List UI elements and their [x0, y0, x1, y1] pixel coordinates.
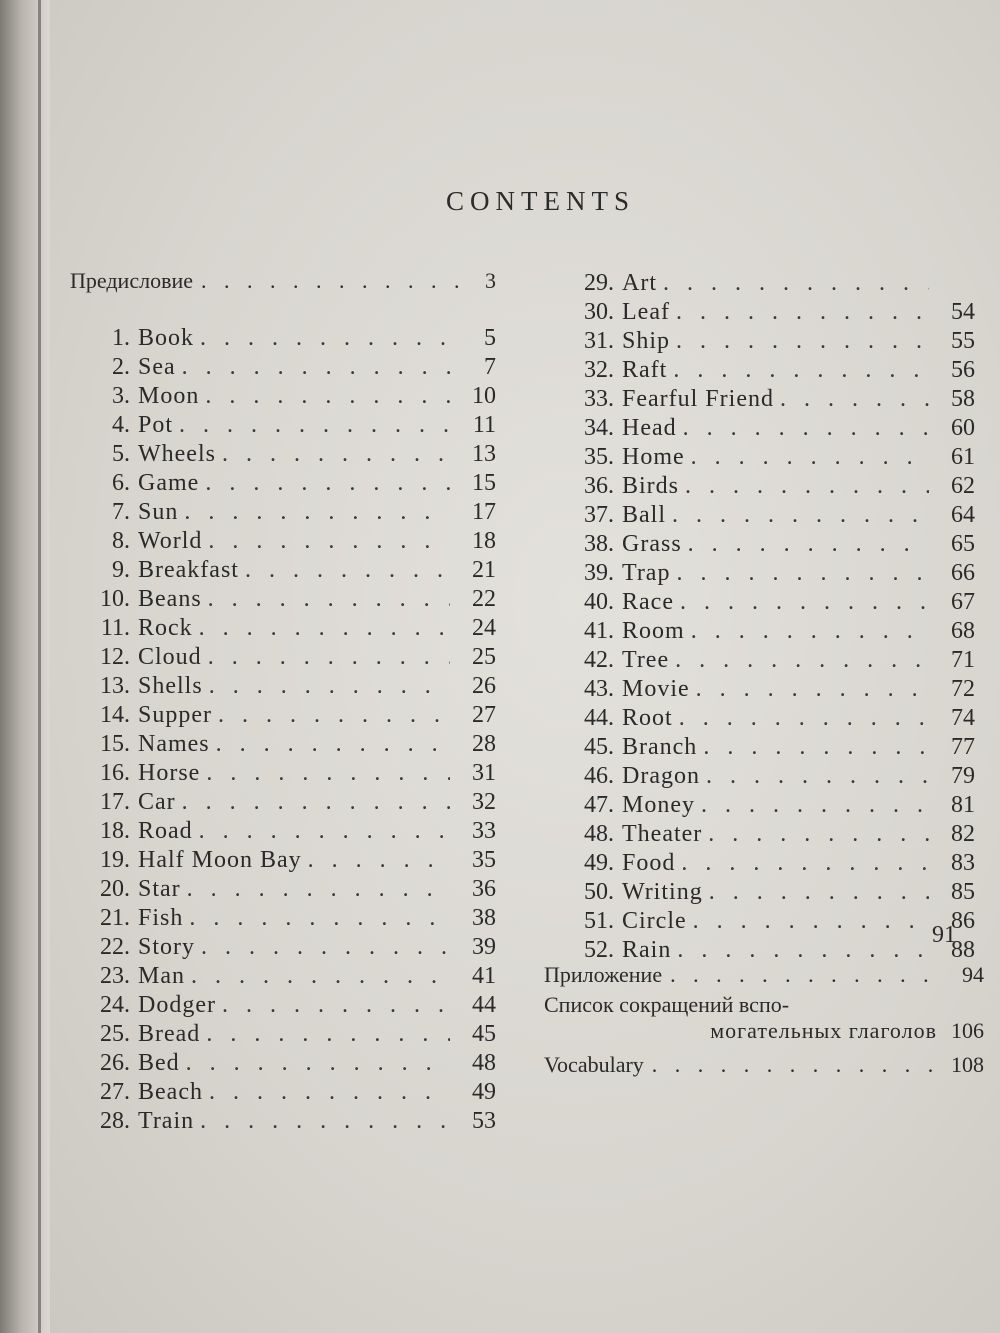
- entry-number: 1.: [112, 325, 130, 351]
- entry-page: 88: [951, 937, 975, 963]
- entry-title: Story: [138, 934, 196, 960]
- entry-number: 48.: [584, 821, 614, 847]
- entry-number: 29.: [584, 270, 614, 296]
- entry-title: Game: [138, 470, 200, 496]
- entry-title: Beach: [138, 1079, 203, 1105]
- contents-entry: [570, 270, 975, 299]
- entry-title: Fearful Friend: [622, 386, 774, 412]
- entry-page: 33: [472, 818, 496, 844]
- leader-dots: [308, 847, 450, 874]
- leader-dots: [676, 299, 929, 326]
- entry-page: 62: [951, 473, 975, 499]
- entry-title: Art: [622, 270, 657, 296]
- entry-page: 83: [951, 850, 975, 876]
- contents-entry: [570, 502, 975, 531]
- contents-entry: [570, 734, 975, 763]
- contents-page: [50, 0, 1000, 1333]
- entry-number: 43.: [584, 676, 614, 702]
- contents-entry: [86, 1108, 496, 1137]
- leader-dots: [206, 1021, 450, 1048]
- contents-entry: [570, 763, 975, 792]
- entry-page: 36: [472, 876, 496, 902]
- entry-title: Theater: [622, 821, 703, 847]
- leader-dots: [206, 760, 450, 787]
- entry-number: 36.: [584, 473, 614, 499]
- leader-dots: [696, 676, 929, 703]
- leader-dots: [676, 560, 929, 587]
- entry-page: 58: [951, 386, 975, 412]
- entry-page: 41: [472, 963, 496, 989]
- entry-page: 81: [951, 792, 975, 818]
- entry-number: 31.: [584, 328, 614, 354]
- entry-title: Head: [622, 415, 677, 441]
- entry-page: 77: [951, 734, 975, 760]
- contents-entry: [86, 644, 496, 673]
- entry-title: Sun: [138, 499, 179, 525]
- leader-dots: [672, 502, 929, 529]
- contents-entry: [86, 325, 496, 354]
- entry-page: 74: [951, 705, 975, 731]
- entry-number: 50.: [584, 879, 614, 905]
- leader-dots: [208, 586, 450, 613]
- leader-dots: [691, 618, 929, 645]
- leader-dots: [683, 415, 929, 442]
- front-matter-page: 3: [485, 268, 496, 293]
- leader-dots: [706, 763, 929, 790]
- leader-dots: [191, 963, 450, 990]
- leader-dots: [216, 731, 450, 758]
- contents-entry: [86, 528, 496, 557]
- leader-dots: [673, 357, 929, 384]
- entry-title: Rock: [138, 615, 193, 641]
- entry-title: Food: [622, 850, 676, 876]
- entry-number: 45.: [584, 734, 614, 760]
- leader-dots: [182, 354, 450, 381]
- leader-dots: [199, 615, 450, 642]
- entry-title: Beans: [138, 586, 202, 612]
- entry-title: Breakfast: [138, 557, 239, 583]
- entry-number: 52.: [584, 937, 614, 963]
- entry-number: 46.: [584, 763, 614, 789]
- entry-title: Supper: [138, 702, 212, 728]
- extra-page-number: 91: [932, 922, 956, 948]
- page-title: CONTENTS: [446, 186, 635, 216]
- entry-page: 28: [472, 731, 496, 757]
- back-matter-page: 108: [951, 1052, 984, 1077]
- entry-title: Ball: [622, 502, 666, 528]
- leader-dots: [205, 383, 450, 410]
- entry-number: 27.: [100, 1079, 130, 1105]
- leader-dots: [681, 850, 929, 877]
- leader-dots: [685, 473, 929, 500]
- entry-page: 18: [472, 528, 496, 554]
- entry-number: 51.: [584, 908, 614, 934]
- contents-entry: [86, 731, 496, 760]
- contents-entry: [570, 473, 975, 502]
- contents-entry: [86, 383, 496, 412]
- entry-title: Names: [138, 731, 210, 757]
- entry-number: 30.: [584, 299, 614, 325]
- entry-number: 26.: [100, 1050, 130, 1076]
- entry-page: 24: [472, 615, 496, 641]
- contents-entry: [86, 1079, 496, 1108]
- contents-entry: [86, 876, 496, 905]
- leader-dots: [676, 328, 929, 355]
- leader-dots: [677, 937, 929, 964]
- entry-number: 33.: [584, 386, 614, 412]
- front-matter-label: Предисловие: [70, 268, 193, 293]
- contents-entry: [570, 705, 975, 734]
- entry-number: 18.: [100, 818, 130, 844]
- entry-page: 60: [951, 415, 975, 441]
- back-matter-entry-abbreviations: [544, 992, 984, 1044]
- entry-number: 38.: [584, 531, 614, 557]
- contents-entry: [570, 560, 975, 589]
- entry-number: 20.: [100, 876, 130, 902]
- entry-number: 15.: [100, 731, 130, 757]
- entry-page: 55: [951, 328, 975, 354]
- leader-dots: [179, 412, 450, 439]
- leader-dots: [709, 879, 929, 906]
- leader-dots: [663, 270, 929, 297]
- contents-entry: [570, 850, 975, 879]
- entry-page: 11: [472, 412, 496, 438]
- entry-page: 65: [951, 531, 975, 557]
- entry-number: 19.: [100, 847, 130, 873]
- entry-page: 49: [472, 1079, 496, 1105]
- back-matter-entry-vocabulary: [544, 1052, 984, 1078]
- entry-page: 82: [951, 821, 975, 847]
- entry-title: Writing: [622, 879, 703, 905]
- entry-title: Road: [138, 818, 193, 844]
- entry-title: Raft: [622, 357, 668, 383]
- back-matter-label: Приложение: [544, 962, 663, 987]
- entry-title: Circle: [622, 908, 687, 934]
- entry-title: Birds: [622, 473, 680, 499]
- entry-page: 32: [472, 789, 496, 815]
- entry-page: 17: [472, 499, 496, 525]
- entry-title: Race: [622, 589, 674, 615]
- leader-dots: [201, 268, 477, 294]
- entry-number: 42.: [584, 647, 614, 673]
- back-matter-entry-appendix: [544, 962, 984, 988]
- entry-number: 32.: [584, 357, 614, 383]
- leader-dots: [208, 528, 450, 555]
- entry-number: 47.: [584, 792, 614, 818]
- entry-title: Bed: [138, 1050, 180, 1076]
- entry-title: Home: [622, 444, 685, 470]
- entry-title: Book: [138, 325, 195, 351]
- entry-page: 31: [472, 760, 496, 786]
- entry-page: 35: [472, 847, 496, 873]
- leader-dots: [187, 876, 450, 903]
- contents-entry: [86, 760, 496, 789]
- contents-entry: [86, 789, 496, 818]
- previous-page-edge: [38, 0, 41, 1333]
- entry-number: 17.: [100, 789, 130, 815]
- entry-title: Room: [622, 618, 685, 644]
- leader-dots: [209, 673, 450, 700]
- leader-dots: [708, 821, 929, 848]
- leader-dots: [679, 705, 929, 732]
- entry-page: 7: [484, 354, 496, 380]
- entry-page: 61: [951, 444, 975, 470]
- entry-number: 11.: [100, 615, 130, 641]
- entry-number: 25.: [100, 1021, 130, 1047]
- contents-entry: [570, 299, 975, 328]
- contents-entry: [86, 354, 496, 383]
- entry-number: 13.: [100, 673, 130, 699]
- entry-title: Tree: [622, 647, 670, 673]
- entry-number: 39.: [584, 560, 614, 586]
- leader-dots: [222, 992, 450, 1019]
- leader-dots: [691, 444, 929, 471]
- contents-entry: [86, 441, 496, 470]
- entry-number: 5.: [112, 441, 130, 467]
- entry-page: 10: [472, 383, 496, 409]
- entry-number: 8.: [112, 528, 130, 554]
- leader-dots: [245, 557, 450, 584]
- entry-title: Money: [622, 792, 695, 818]
- entry-title: Shells: [138, 673, 203, 699]
- contents-list-left: [86, 325, 496, 1137]
- leader-dots: [218, 702, 450, 729]
- contents-entry: [570, 821, 975, 850]
- entry-number: 35.: [584, 444, 614, 470]
- entry-page: 48: [472, 1050, 496, 1076]
- entry-title: Half Moon Bay: [138, 847, 302, 873]
- entry-page: 25: [472, 644, 496, 670]
- contents-entry: [570, 444, 975, 473]
- entry-number: 49.: [584, 850, 614, 876]
- leader-dots: [222, 441, 450, 468]
- contents-entry: [570, 531, 975, 560]
- entry-page: 79: [951, 763, 975, 789]
- entry-title: Pot: [138, 412, 174, 438]
- entry-title: Leaf: [622, 299, 670, 325]
- back-matter-label: Vocabulary: [544, 1052, 644, 1077]
- entry-title: Man: [138, 963, 185, 989]
- entry-number: 7.: [112, 499, 130, 525]
- entry-number: 10.: [100, 586, 130, 612]
- leader-dots: [209, 1079, 450, 1106]
- entry-page: 5: [484, 325, 496, 351]
- contents-entry: [86, 673, 496, 702]
- entry-number: 3.: [112, 383, 130, 409]
- entry-number: 41.: [584, 618, 614, 644]
- back-matter-page: 106: [951, 1018, 984, 1043]
- contents-entry: [86, 499, 496, 528]
- entry-page: 15: [472, 470, 496, 496]
- entry-title: Moon: [138, 383, 200, 409]
- entry-page: 66: [951, 560, 975, 586]
- back-matter-page: 94: [962, 962, 984, 987]
- leader-dots: [182, 789, 450, 816]
- leader-dots: [200, 1108, 450, 1135]
- leader-dots: [184, 499, 450, 526]
- entry-page: 68: [951, 618, 975, 644]
- entry-title: Dodger: [138, 992, 216, 1018]
- contents-entry: [570, 415, 975, 444]
- entry-title: Sea: [138, 354, 176, 380]
- entry-number: 4.: [112, 412, 130, 438]
- contents-entry: [86, 702, 496, 731]
- entry-title: Movie: [622, 676, 690, 702]
- entry-page: 64: [951, 502, 975, 528]
- entry-page: 26: [472, 673, 496, 699]
- entry-page: 44: [472, 992, 496, 1018]
- entry-title: Root: [622, 705, 673, 731]
- entry-page: 53: [472, 1108, 496, 1134]
- contents-entry: [86, 586, 496, 615]
- entry-title: Trap: [622, 560, 671, 586]
- entry-page: 56: [951, 357, 975, 383]
- contents-entry: [86, 557, 496, 586]
- contents-entry: [86, 934, 496, 963]
- entry-title: Ship: [622, 328, 671, 354]
- entry-number: 21.: [100, 905, 130, 931]
- back-matter-label-line2: могательных глаголов: [710, 1018, 937, 1043]
- entry-number: 24.: [100, 992, 130, 1018]
- entry-number: 9.: [112, 557, 130, 583]
- contents-entry: [86, 615, 496, 644]
- entry-number: 22.: [100, 934, 130, 960]
- entry-number: 16.: [100, 760, 130, 786]
- entry-title: Bread: [138, 1021, 201, 1047]
- contents-entry: [86, 963, 496, 992]
- leader-dots: [780, 386, 929, 413]
- leader-dots: [205, 470, 450, 497]
- leader-dots: [200, 325, 450, 352]
- entry-number: 44.: [584, 705, 614, 731]
- entry-number: 6.: [112, 470, 130, 496]
- entry-page: 38: [472, 905, 496, 931]
- entry-page: 67: [951, 589, 975, 615]
- contents-entry: [570, 618, 975, 647]
- contents-entry: [86, 818, 496, 847]
- entry-page: 86: [951, 908, 975, 934]
- entry-number: 34.: [584, 415, 614, 441]
- leader-dots: [208, 644, 450, 671]
- entry-title: Wheels: [138, 441, 216, 467]
- front-matter-entry: [70, 268, 496, 294]
- entry-title: Train: [138, 1108, 195, 1134]
- entry-page: 39: [472, 934, 496, 960]
- leader-dots: [199, 818, 450, 845]
- back-matter-label-line1: Список сокращений вспо-: [544, 992, 790, 1017]
- contents-entry: [86, 1021, 496, 1050]
- contents-entry: [570, 589, 975, 618]
- leader-dots: [703, 734, 929, 761]
- leader-dots: [675, 647, 929, 674]
- entry-title: World: [138, 528, 203, 554]
- entry-number: 12.: [100, 644, 130, 670]
- leader-dots: [186, 1050, 450, 1077]
- entry-title: Rain: [622, 937, 672, 963]
- contents-entry: [86, 1050, 496, 1079]
- entry-page: 22: [472, 586, 496, 612]
- entry-number: 28.: [100, 1108, 130, 1134]
- entry-page: 27: [472, 702, 496, 728]
- entry-page: 54: [951, 299, 975, 325]
- contents-entry: [86, 847, 496, 876]
- contents-entry: [570, 386, 975, 415]
- contents-entry: [86, 470, 496, 499]
- entry-title: Horse: [138, 760, 201, 786]
- contents-entry: [570, 676, 975, 705]
- entry-title: Grass: [622, 531, 682, 557]
- entry-page: 21: [472, 557, 496, 583]
- contents-entry: [86, 905, 496, 934]
- contents-entry: [570, 879, 975, 908]
- leader-dots: [688, 531, 929, 558]
- leader-dots: [201, 934, 450, 961]
- entry-title: Cloud: [138, 644, 202, 670]
- entry-title: Branch: [622, 734, 698, 760]
- entry-title: Dragon: [622, 763, 700, 789]
- entry-number: 14.: [100, 702, 130, 728]
- contents-entry: [570, 908, 975, 937]
- contents-entry: [570, 328, 975, 357]
- leader-dots: [693, 908, 929, 935]
- entry-title: Fish: [138, 905, 184, 931]
- entry-title: Car: [138, 789, 176, 815]
- entry-number: 40.: [584, 589, 614, 615]
- entry-number: 37.: [584, 502, 614, 528]
- contents-entry: [86, 412, 496, 441]
- leader-dots: [652, 1052, 932, 1078]
- entry-page: 45: [472, 1021, 496, 1047]
- leader-dots: [189, 905, 450, 932]
- entry-page: 85: [951, 879, 975, 905]
- leader-dots: [670, 962, 932, 988]
- entry-page: 72: [951, 676, 975, 702]
- entry-number: 2.: [112, 354, 130, 380]
- leader-dots: [680, 589, 929, 616]
- entry-title: Star: [138, 876, 181, 902]
- leader-dots: [701, 792, 929, 819]
- entry-page: 71: [951, 647, 975, 673]
- contents-list-right: [570, 270, 975, 966]
- contents-entry: [570, 792, 975, 821]
- entry-number: 23.: [100, 963, 130, 989]
- entry-page: 13: [472, 441, 496, 467]
- contents-entry: [86, 992, 496, 1021]
- contents-entry: [570, 647, 975, 676]
- contents-entry: [570, 357, 975, 386]
